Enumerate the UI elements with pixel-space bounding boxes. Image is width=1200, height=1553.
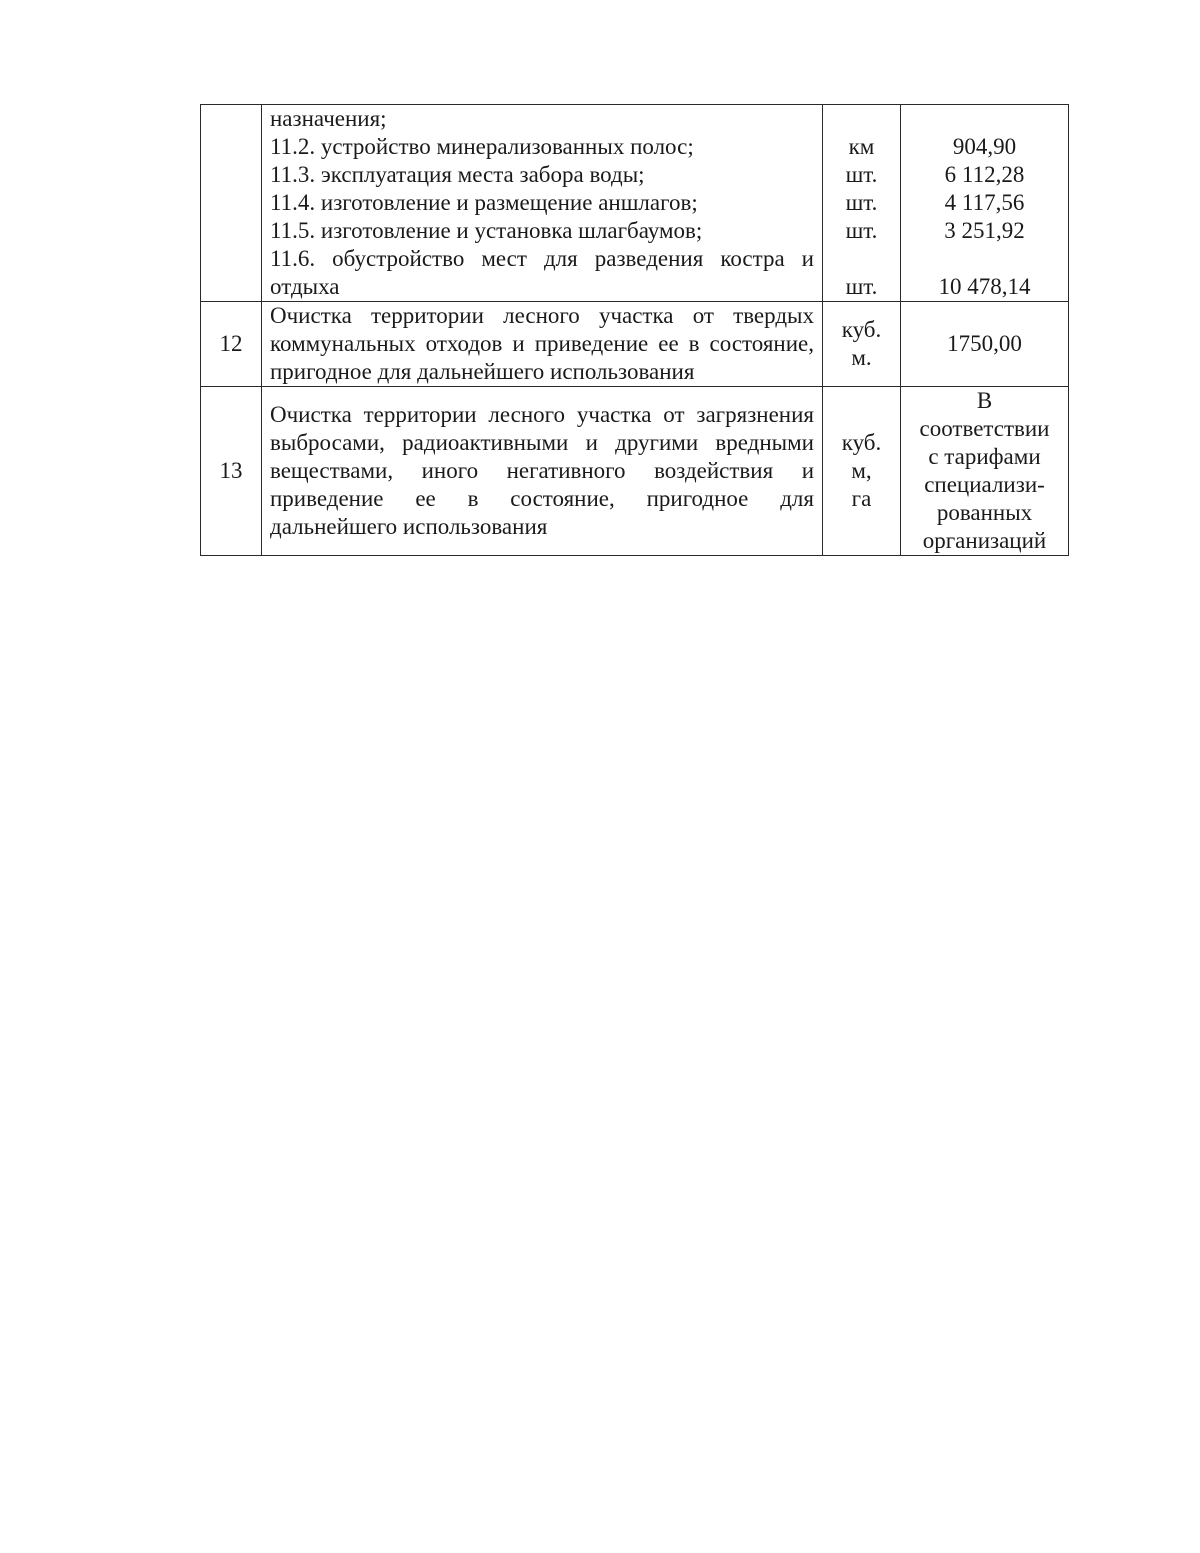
unit-line [831, 105, 892, 133]
description-line: отдыха [270, 274, 340, 299]
price-line: 904,90 [952, 134, 1017, 159]
unit-line: шт. [845, 190, 878, 215]
unit-line: шт. [845, 218, 878, 243]
unit-line: куб. [841, 317, 882, 342]
price-line: 3 251,92 [944, 218, 1025, 243]
unit-line: м. [851, 345, 872, 370]
price-line: с тарифами [928, 444, 1041, 469]
row-price [901, 387, 1069, 556]
price-line: специализи- [924, 472, 1045, 497]
price-line: В [976, 388, 993, 413]
price-line [909, 105, 1060, 133]
row-description: Очистка территории лесного участка от загрязнения выбросами, радиоактивными и другими вредными веществами, иного негативного воздействия и приведение ее в состояние, пригодное для дальнейшего использования [262, 387, 823, 556]
unit-line: шт. [845, 274, 878, 299]
row-unit [823, 387, 901, 556]
unit-line: куб. [841, 430, 882, 455]
row-price: 1750,00 [901, 302, 1069, 387]
description-line: 11.6. обустройство мест для разведения костра и [270, 246, 814, 271]
unit-line: шт. [845, 162, 878, 187]
description-line: 11.4. изготовление и размещение аншлагов; [270, 190, 698, 215]
unit-line: га [851, 486, 872, 511]
table-row [201, 387, 1069, 556]
row-price [901, 105, 1069, 302]
price-line: 4 117,56 [944, 190, 1025, 215]
price-line [909, 245, 1060, 273]
description-line: 11.2. устройство минерализованных полос; [270, 134, 694, 159]
unit-line [831, 245, 892, 273]
unit-line: км [848, 134, 875, 159]
description-line: 11.3. эксплуатация места забора воды; [270, 162, 645, 187]
price-line: организаций [922, 528, 1047, 553]
row-description: Очистка территории лесного участка от твердых коммунальных отходов и приведение ее в состояние, пригодное для дальнейшего использования [262, 302, 823, 387]
row-number: 12 [201, 302, 262, 387]
tariff-table [200, 104, 1069, 556]
row-unit [823, 302, 901, 387]
unit-line: м, [851, 458, 872, 483]
description-line: назначения; [270, 106, 387, 131]
table-row [201, 302, 1069, 387]
price-line: рованных [936, 500, 1033, 525]
price-line: 10 478,14 [938, 274, 1031, 299]
row-number [201, 105, 262, 302]
price-line: 6 112,28 [944, 162, 1025, 187]
price-line: соответствии [919, 416, 1050, 441]
row-unit [823, 105, 901, 302]
description-line: 11.5. изготовление и установка шлагбаумов; [270, 218, 703, 243]
row-number: 13 [201, 387, 262, 556]
row-description [262, 105, 823, 302]
table-row [201, 105, 1069, 302]
